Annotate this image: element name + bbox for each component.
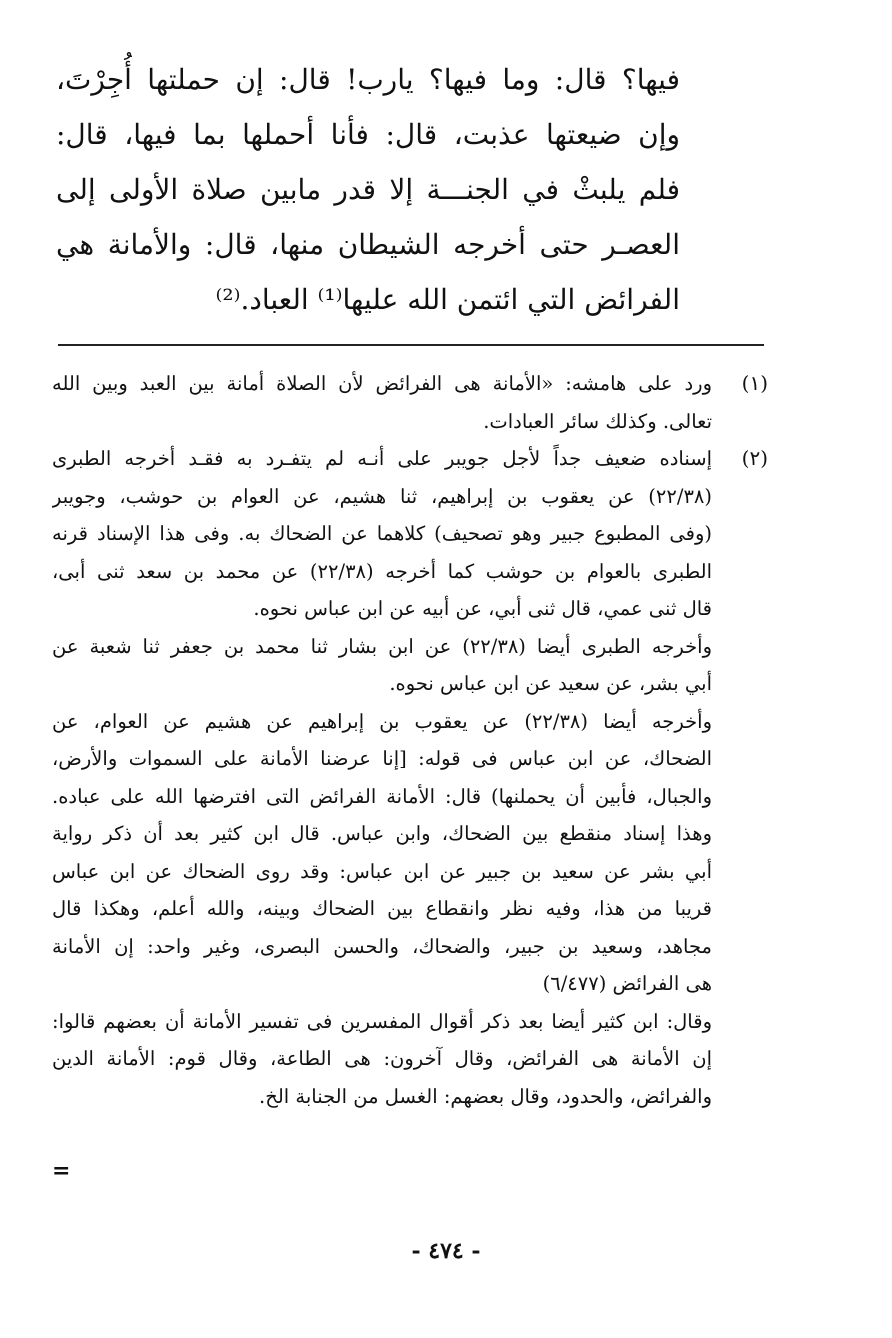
footnote-line: والفرائض، والحدود، وقال بعضهم: الغسل من الجنابة الخ.: [259, 1084, 712, 1108]
main-text-line: العصـر حتى أخرجه الشيطان منها، قال: والأمانة هي: [56, 228, 680, 261]
main-text-line: وإن ضيعتها عذبت، قال: فأنا أحملها بما فيها، قال:: [56, 118, 680, 151]
footnote-line: أبي بشر عن سعيد بن جبير عن ابن عباس: وقد روى الضحاك عن ابن عباس: [52, 859, 712, 883]
footnote-separator-rule: [58, 344, 764, 346]
footnote-body: [52, 365, 712, 440]
footnote-line: قريبا من هذا، وفيه نظر وانقطاع بين الضحاك وبينه، والله أعلم، وهكذا قال: [52, 897, 712, 920]
footnote-line: وقال: ابن كثير أيضا بعد ذكر أقوال المفسرين فى تفسير الأمانة أن بعضهم قالوا:: [52, 1009, 712, 1033]
footnote-line: هى الفرائض (٦/٤٧٧): [542, 972, 712, 995]
footnote-line: إسناده ضعيف جداً لأجل جويبر على أنـه لم يتفـرد به فقـد أخرجه الطبرى: [52, 447, 712, 470]
main-text-line: فلم يلبثْ في الجنـــة إلا قدر مابين صلاة الأولى إلى: [56, 173, 680, 206]
footnote-line: (٢٢/٣٨) عن يعقوب بن إبراهيم، ثنا هشيم، عن العوام بن حوشب، وجويبر: [52, 484, 712, 508]
footnote-number: (١): [741, 371, 768, 395]
footnote-line: قال ثنى عمي، قال ثنى أبي، عن أبيه عن ابن عباس نحوه.: [253, 597, 712, 620]
footnotes-section: [52, 365, 768, 1115]
continuation-mark: =: [52, 1158, 71, 1184]
footnote-body: [52, 440, 712, 1115]
footnote-2: [52, 440, 768, 1115]
footnote-line: ورد على هامشه: «الأمانة هى الفرائض لأن الصلاة أمانة بين العبد وبين الله: [52, 372, 712, 395]
footnote-line: أبي بشر، عن سعيد عن ابن عباس نحوه.: [389, 672, 712, 695]
footnote-line: وأخرجه أيضا (٢٢/٣٨) عن يعقوب بن إبراهيم عن هشيم عن العوام، عن: [52, 709, 712, 733]
footnote-line: وأخرجه الطبرى أيضا (٢٢/٣٨) عن ابن بشار ثنا محمد بن جعفر ثنا شعبة عن: [52, 634, 712, 658]
footnote-line: (وفى المطبوع جبير وهو تصحيف) كلاهما عن الضحاك به. وفى هذا الإسناد قرنه: [52, 522, 712, 545]
footnote-line: والجبال، فأبين أن يحملنها) قال: الأمانة الفرائض التى افترضها الله على عباده.: [52, 784, 712, 808]
main-text-line: فيها؟ قال: وما فيها؟ يارب! قال: إن حملتها أُجِرْتَ،: [56, 63, 680, 96]
main-text-line: الفرائض التي ائتمن الله عليها⁽¹⁾ العباد.⁽²⁾: [215, 283, 680, 316]
footnote-number: (٢): [741, 446, 768, 470]
main-text-block: [56, 52, 680, 327]
footnote-line: الطبرى بالعوام بن حوشب كما أخرجه (٢٢/٣٨) عن محمد بن سعد ثنى أبى،: [52, 559, 712, 583]
footnote-line: مجاهد، وسعيد بن جبير، والضحاك، والحسن البصرى، وغير واحد: إن الأمانة: [52, 934, 712, 958]
footnote-line: إن الأمانة هى الفرائض، وقال آخرون: هى الطاعة، وقال قوم: الأمانة الدين: [52, 1047, 712, 1070]
footnote-line: تعالى. وكذلك سائر العبادات.: [483, 409, 712, 433]
footnote-line: وهذا إسناد منقطع بين الضحاك، وابن عباس. قال ابن كثير بعد أن ذكر رواية: [52, 822, 712, 845]
footnote-1: [52, 365, 768, 440]
page-number: - ٤٧٤ -: [411, 1238, 481, 1264]
footnote-line: الضحاك، عن ابن عباس فى قوله: [إنا عرضنا الأمانة على السموات والأرض،: [52, 747, 712, 770]
